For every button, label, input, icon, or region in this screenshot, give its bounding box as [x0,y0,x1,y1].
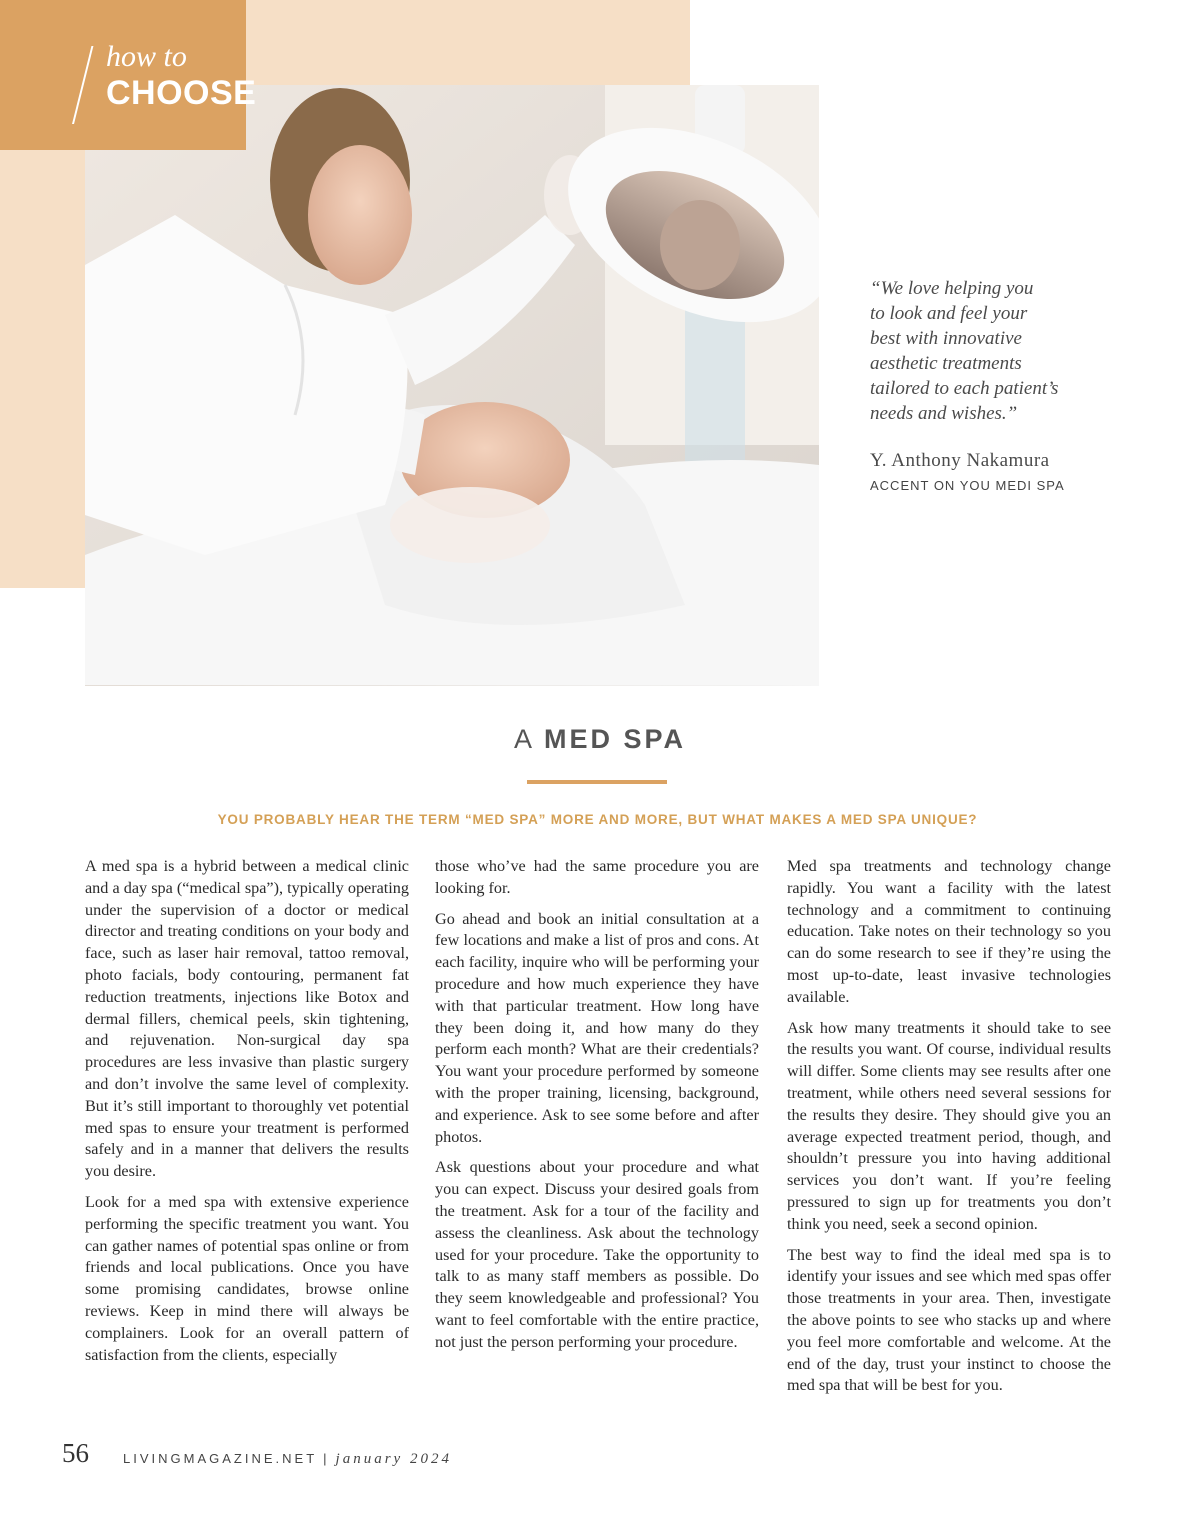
paragraph: Ask questions about your procedure and what you can expect. Discuss your desired goals from the treatment. Ask for a tour of the facility and assess the cleanliness. Ask about the technology used for your procedure. Take the opportunity to talk to as many staff members as possible. Do they seem knowledgeable and professional? You want to feel comfortable with the entire practice, not just the person performing your procedure. [435,1158,759,1351]
footer-website: LIVINGMAGAZINE.NET [123,1451,318,1466]
pull-quote-organization: ACCENT ON YOU MEDI SPA [870,478,1065,493]
pull-quote-text: “We love helping you to look and feel your best with innovative aesthetic treatments tailored to each patient’s needs and wishes.” [870,278,1059,424]
paragraph: Look for a med spa with extensive experience performing the specific treatment you want. You can gather names of potential spas online or from friends and local publications. Once you have some promising candidates, browse online reviews. Keep in mind there will always be complainers. Look for an overall pattern of satisfaction from the clients, especially [85,1192,409,1364]
headline-main: MED SPA [544,724,687,754]
paragraph: The best way to find the ideal med spa is to identify your issues and see which med spas offer those treatments in your area. Then, investigate the above points to see who stacks up and where you feel more comfortable and welcome. At the end of the day, trust your instinct to choose the med spa that will be best for you. [787,1245,1111,1395]
headline-prefix: A [513,724,534,754]
section-tag-line1: how to [106,40,187,73]
body-column-1 [85,856,409,1375]
article-subhead: YOU PROBABLY HEAR THE TERM “MED SPA” MORE AND MORE, BUT WHAT MAKES A MED SPA UNIQUE? [217,812,978,827]
paragraph: those who’ve had the same procedure you are looking for. [435,857,759,897]
body-column-3 [787,856,1111,1406]
paragraph: Ask how many treatments it should take to see the results you want. Of course, individual results will differ. Some clients may see results after one treatment, while others need several sessions for the results they desire. They should give you an average expected treatment period, though, and shouldn’t pressure you into having additional services you don’t want. If you’re feeling pressured to sign up for treatments you don’t think you need, seek a second opinion. [787,1018,1111,1233]
section-tag [0,0,257,150]
footer-issue-date: january 2024 [335,1451,452,1467]
paragraph: Go ahead and book an initial consultation at a few locations and make a list of pros and cons. At each facility, inquire who will be performing your procedure and how much experience they have with that particular treatment. How long have they been doing it, and how many do they perform each month? What are their credentials? You want your procedure performed by someone with the proper training, licensing, background, and experience. Ask to see some before and after photos. [435,909,759,1146]
page-number: 56 [62,1438,89,1468]
hero-photo-facial-treatment [85,85,819,686]
section-tag-line2: CHOOSE [106,74,257,112]
paragraph: A med spa is a hybrid between a medical clinic and a day spa (“medical spa”), typically operating under the supervision of a doctor or medical director and treating conditions on your body and face, such as laser hair removal, tattoo removal, photo facials, body contouring, permanent fat reduction treatments, injections like Botox and dermal fillers, chemical peels, skin tightening, and rejuvenation. Non-surgical day spa procedures are less invasive than plastic surgery and don’t involve the same level of complexity. But it’s still important to thoroughly vet potential med spas to ensure your treatment is performed safely and in a manner that delivers the results you desire. [85,857,409,1181]
page-footer [123,1451,452,1468]
pull-quote-author: Y. Anthony Nakamura [870,450,1050,471]
pull-quote [870,276,1170,493]
headline-divider-rule [527,780,667,784]
body-column-2 [435,856,759,1363]
article-headline [0,724,1200,755]
tag-slash-divider [72,46,93,124]
footer-separator: | [323,1451,330,1466]
paragraph: Med spa treatments and technology change rapidly. You want a facility with the latest technology and a commitment to continuing education. Take notes on their technology so you can do some research to see if they’re using the most up-to-date, least invasive technologies available. [787,857,1111,1006]
